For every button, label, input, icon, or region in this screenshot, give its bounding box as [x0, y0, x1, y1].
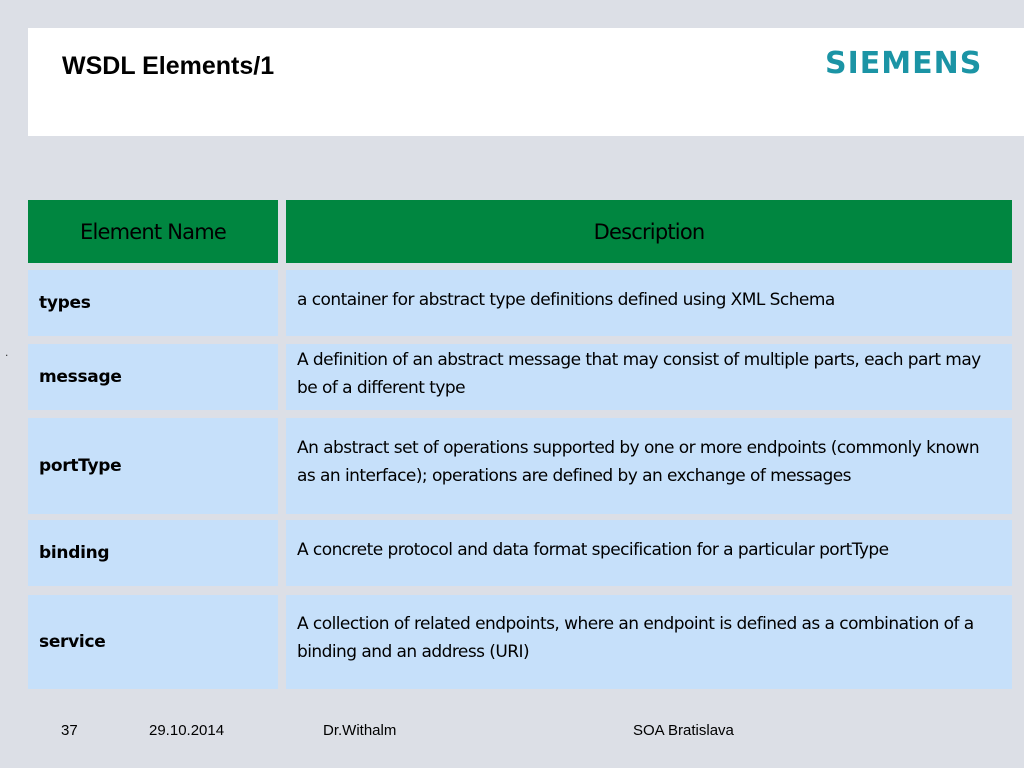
slide-header: [28, 28, 1024, 136]
table-row-name: portType: [28, 418, 278, 514]
table-row-description: A collection of related endpoints, where an endpoint is defined as a combination of a binding and an address (URI): [286, 595, 1012, 689]
table-row-description: A concrete protocol and data format specification for a particular portType: [286, 520, 1012, 586]
footer-author: Dr.Withalm: [323, 722, 397, 739]
table-row-description: An abstract set of operations supported by one or more endpoints (commonly known as an interface); operations are defined by an exchange of messages: [286, 418, 1012, 514]
table-row-description: A definition of an abstract message that may consist of multiple parts, each part may be of a different type: [286, 344, 1012, 410]
table-row-name: binding: [28, 520, 278, 586]
table-row-description: a container for abstract type definitions defined using XML Schema: [286, 270, 1012, 336]
siemens-logo: SIEMENS: [825, 46, 983, 81]
table-row-name: message: [28, 344, 278, 410]
table-row-name: types: [28, 270, 278, 336]
bullet-marker: .: [5, 345, 9, 359]
table-row-name: service: [28, 595, 278, 689]
page-number: 37: [61, 722, 78, 739]
column-header-description: Description: [286, 200, 1012, 263]
footer-event: SOA Bratislava: [633, 722, 734, 739]
slide-title: WSDL Elements/1: [62, 52, 275, 80]
column-header-element-name: Element Name: [28, 200, 278, 263]
footer-date: 29.10.2014: [149, 722, 225, 739]
